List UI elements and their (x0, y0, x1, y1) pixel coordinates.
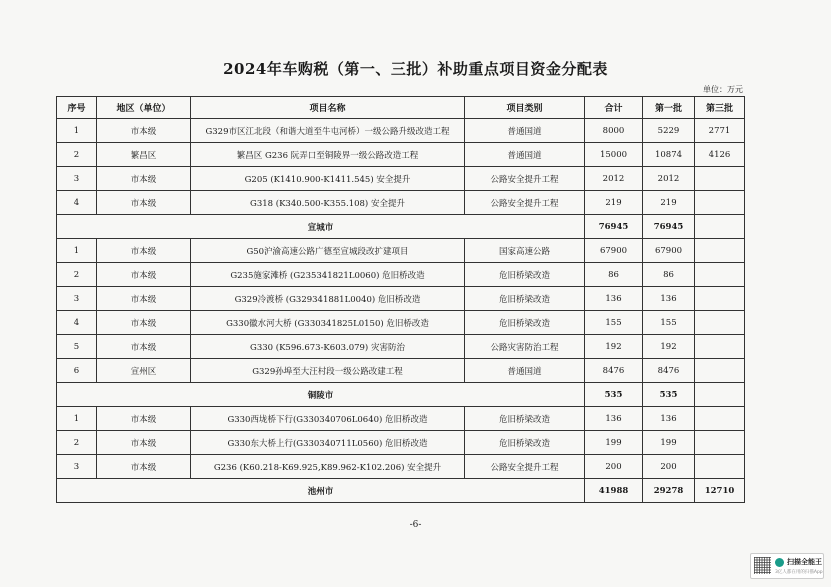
badge-label: 扫描全能王 (787, 558, 822, 566)
cell-b1: 219 (643, 191, 695, 215)
cell-no: 3 (57, 287, 97, 311)
city-name-cell: 铜陵市 (57, 383, 585, 407)
cell-b1: 199 (643, 431, 695, 455)
cell-name: G330东大桥上行(G330340711L0560) 危旧桥改造 (191, 431, 465, 455)
cell-no: 3 (57, 455, 97, 479)
cell-name: G329市区江北段（和谐大道至牛屯河桥）一级公路升级改造工程 (191, 119, 465, 143)
cell-category: 国家高速公路 (465, 239, 585, 263)
cell-b1: 136 (643, 407, 695, 431)
cell-total: 2012 (585, 167, 643, 191)
cell-category: 公路安全提升工程 (465, 455, 585, 479)
cell-region: 市本级 (97, 119, 191, 143)
cell-total: 200 (585, 455, 643, 479)
cell-name: G330徽水河大桥 (G330341825L0150) 危旧桥改造 (191, 311, 465, 335)
cell-no: 4 (57, 191, 97, 215)
cell-b1: 76945 (643, 215, 695, 239)
table-row (57, 407, 745, 431)
cell-category: 危旧桥梁改造 (465, 287, 585, 311)
table-row (57, 143, 745, 167)
cell-total: 67900 (585, 239, 643, 263)
cell-name: G236 (K60.218-K69.925,K89.962-K102.206) 安全提升 (191, 455, 465, 479)
cell-b3: 4126 (695, 143, 745, 167)
cell-b1: 192 (643, 335, 695, 359)
cell-no: 3 (57, 167, 97, 191)
table-row (57, 167, 745, 191)
cell-category: 危旧桥梁改造 (465, 431, 585, 455)
cell-b3 (695, 407, 745, 431)
cell-b3 (695, 311, 745, 335)
cell-b1: 155 (643, 311, 695, 335)
table-row (57, 263, 745, 287)
cell-total: 86 (585, 263, 643, 287)
cell-b3 (695, 263, 745, 287)
city-subtotal-row (57, 479, 745, 503)
cell-name: G50沪渝高速公路广德至宣城段改扩建项目 (191, 239, 465, 263)
cell-region: 市本级 (97, 335, 191, 359)
cell-category: 危旧桥梁改造 (465, 407, 585, 431)
cell-region: 市本级 (97, 311, 191, 335)
scanner-logo-icon (775, 558, 784, 567)
cell-b1: 67900 (643, 239, 695, 263)
qr-code-icon (754, 557, 771, 574)
cell-total: 8476 (585, 359, 643, 383)
cell-total: 192 (585, 335, 643, 359)
cell-b1: 2012 (643, 167, 695, 191)
cell-total: 41988 (585, 479, 643, 503)
table-row (57, 287, 745, 311)
cell-region: 市本级 (97, 167, 191, 191)
cell-region: 市本级 (97, 431, 191, 455)
cell-category: 公路灾害防治工程 (465, 335, 585, 359)
table-row (57, 119, 745, 143)
cell-b3 (695, 431, 745, 455)
cell-b1: 8476 (643, 359, 695, 383)
cell-name: G329孙埠至大汪村段一级公路改建工程 (191, 359, 465, 383)
cell-no: 4 (57, 311, 97, 335)
page-title: 2024年车购税（第一、三批）补助重点项目资金分配表 (223, 60, 608, 78)
cell-region: 宣州区 (97, 359, 191, 383)
cell-b3 (695, 167, 745, 191)
cell-b3 (695, 191, 745, 215)
cell-region: 市本级 (97, 239, 191, 263)
cell-b3: 2771 (695, 119, 745, 143)
cell-total: 76945 (585, 215, 643, 239)
cell-region: 市本级 (97, 191, 191, 215)
table-row (57, 455, 745, 479)
cell-category: 公路安全提升工程 (465, 167, 585, 191)
cell-b1: 136 (643, 287, 695, 311)
cell-no: 6 (57, 359, 97, 383)
cell-name: G329冷渡桥 (G329341881L0040) 危旧桥改造 (191, 287, 465, 311)
cell-region: 市本级 (97, 407, 191, 431)
cell-b3 (695, 455, 745, 479)
cell-region: 市本级 (97, 287, 191, 311)
cell-total: 199 (585, 431, 643, 455)
cell-category: 危旧桥梁改造 (465, 263, 585, 287)
table-row (57, 431, 745, 455)
header-region: 地区（单位） (97, 97, 191, 119)
cell-region: 市本级 (97, 455, 191, 479)
cell-b3 (695, 359, 745, 383)
cell-no: 2 (57, 143, 97, 167)
header-total: 合计 (585, 97, 643, 119)
cell-b3 (695, 239, 745, 263)
city-name-cell: 池州市 (57, 479, 585, 503)
cell-name: G235施家滩桥 (G235341821L0060) 危旧桥改造 (191, 263, 465, 287)
scanner-watermark-badge (750, 553, 824, 579)
cell-total: 219 (585, 191, 643, 215)
header-batch-1: 第一批 (643, 97, 695, 119)
cell-b1: 86 (643, 263, 695, 287)
cell-category: 普通国道 (465, 143, 585, 167)
cell-b3: 12710 (695, 479, 745, 503)
cell-b3 (695, 287, 745, 311)
cell-category: 公路安全提升工程 (465, 191, 585, 215)
city-name-cell: 宣城市 (57, 215, 585, 239)
cell-total: 136 (585, 287, 643, 311)
allocation-table (56, 96, 745, 503)
table-body (57, 119, 745, 503)
table-row (57, 335, 745, 359)
city-subtotal-row (57, 383, 745, 407)
table-row (57, 359, 745, 383)
cell-no: 1 (57, 119, 97, 143)
cell-b3 (695, 335, 745, 359)
unit-label: 单位：万元 (703, 85, 743, 94)
cell-region: 繁昌区 (97, 143, 191, 167)
header-category: 项目类别 (465, 97, 585, 119)
cell-total: 15000 (585, 143, 643, 167)
cell-total: 8000 (585, 119, 643, 143)
badge-sub: 3亿人都在用的扫描App (775, 570, 823, 575)
cell-no: 5 (57, 335, 97, 359)
table-row (57, 191, 745, 215)
cell-category: 普通国道 (465, 119, 585, 143)
cell-b1: 29278 (643, 479, 695, 503)
table-header-row (57, 97, 745, 119)
cell-total: 136 (585, 407, 643, 431)
cell-no: 1 (57, 407, 97, 431)
page-number: -6- (409, 520, 422, 530)
header-project-name: 项目名称 (191, 97, 465, 119)
cell-name: 繁昌区 G236 阮弄口至铜陵界一级公路改造工程 (191, 143, 465, 167)
cell-name: G205 (K1410.900-K1411.545) 安全提升 (191, 167, 465, 191)
cell-b3 (695, 383, 745, 407)
cell-no: 2 (57, 431, 97, 455)
cell-total: 155 (585, 311, 643, 335)
cell-b1: 5229 (643, 119, 695, 143)
cell-b1: 10874 (643, 143, 695, 167)
cell-b1: 535 (643, 383, 695, 407)
cell-no: 1 (57, 239, 97, 263)
table-row (57, 311, 745, 335)
cell-name: G330 (K596.673-K603.079) 灾害防治 (191, 335, 465, 359)
cell-b1: 200 (643, 455, 695, 479)
cell-b3 (695, 215, 745, 239)
cell-category: 普通国道 (465, 359, 585, 383)
city-subtotal-row (57, 215, 745, 239)
header-no: 序号 (57, 97, 97, 119)
cell-name: G318 (K340.500-K355.108) 安全提升 (191, 191, 465, 215)
cell-region: 市本级 (97, 263, 191, 287)
cell-total: 535 (585, 383, 643, 407)
cell-category: 危旧桥梁改造 (465, 311, 585, 335)
cell-name: G330西垅桥下行(G330340706L0640) 危旧桥改造 (191, 407, 465, 431)
header-batch-3: 第三批 (695, 97, 745, 119)
cell-no: 2 (57, 263, 97, 287)
table-row (57, 239, 745, 263)
